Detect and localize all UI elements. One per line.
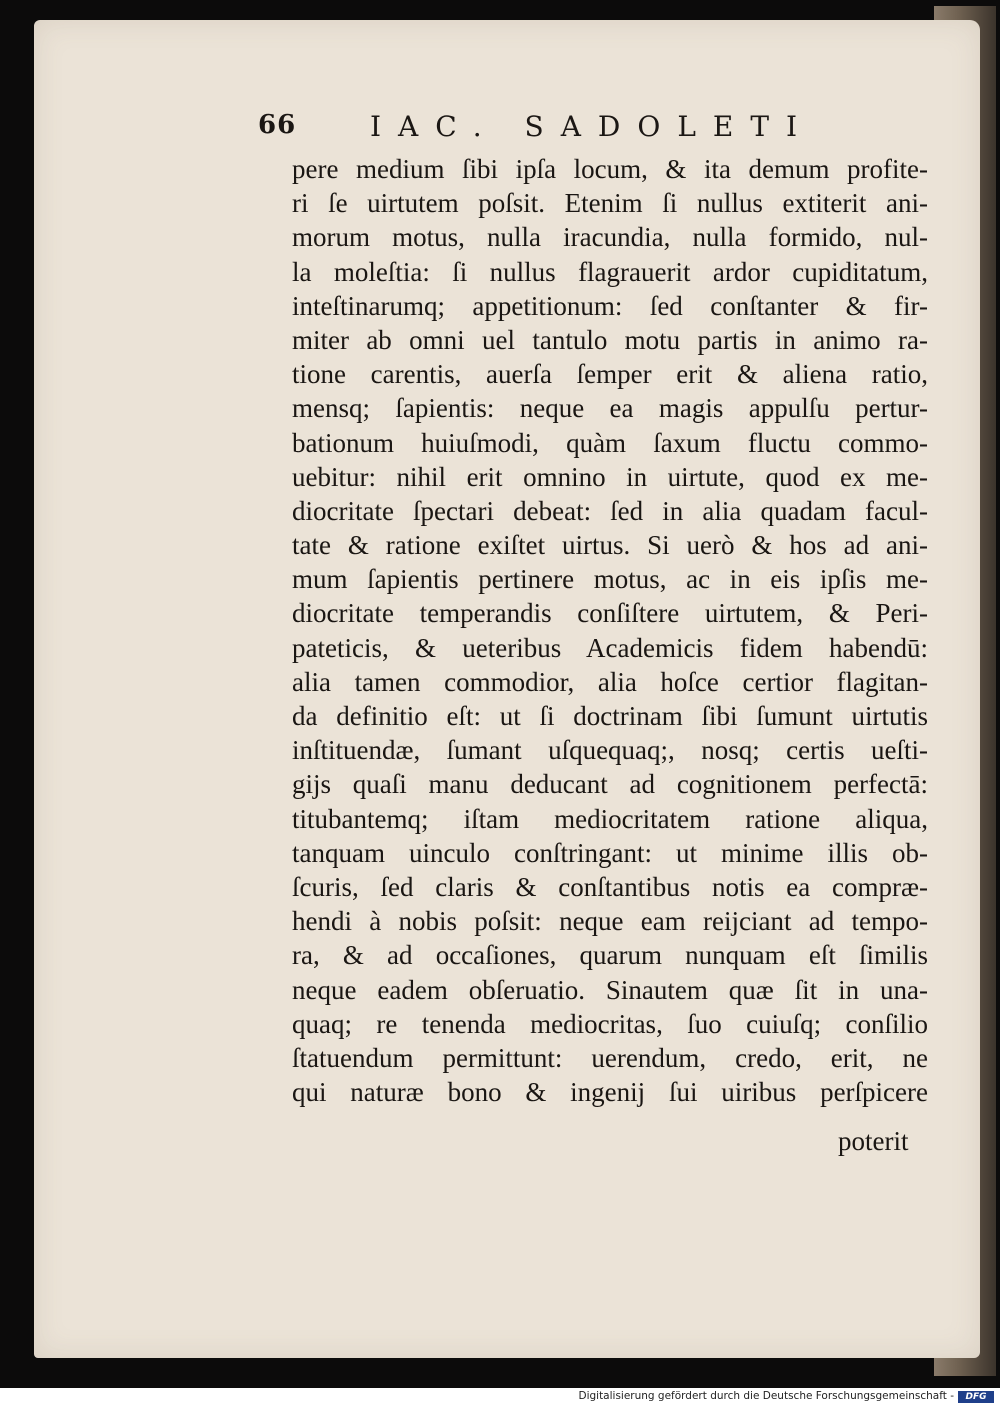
text-line: pateticis, & ueteribus Academicis fidem habendū: — [292, 632, 928, 663]
catchword: poterit — [838, 1126, 909, 1156]
text-line: diocritate ſpectari debeat: ſed in alia quadam facul- — [292, 495, 928, 526]
text-line: morum motus, nulla iracundia, nulla formido, nul- — [292, 222, 928, 253]
text-line: la moleſtia: ſi nullus flagrauerit ardor cupiditatum, — [292, 256, 928, 287]
text-line: ra, & ad occaſiones, quarum nunquam eſt ſimilis — [292, 940, 928, 971]
text-line: alia tamen commodior, alia hoſce certior flagitan- — [292, 666, 928, 697]
body-text — [292, 152, 928, 1109]
running-head-title: IAC. SADOLETI — [370, 110, 815, 143]
text-line: ſcuris, ſed claris & conſtantibus notis ea compræ- — [292, 871, 928, 902]
text-line: bationum huiuſmodi, quàm ſaxum fluctu commo- — [292, 427, 928, 458]
text-line: mensq; ſapientis: neque ea magis appulſu pertur- — [292, 393, 928, 424]
text-line: neque eadem obſeruatio. Sinautem quæ ſit in una- — [292, 974, 928, 1005]
text-line: mum ſapientis pertinere motus, ac in eis ipſis me- — [292, 564, 928, 595]
text-line: tione carentis, auerſa ſemper erit & aliena ratio, — [292, 359, 928, 390]
text-line: ſtatuendum permittunt: uerendum, credo, erit, ne — [292, 1042, 928, 1073]
text-line: ri ſe uirtutem poſsit. Etenim ſi nullus extiterit ani- — [292, 188, 928, 219]
text-line: quaq; re tenenda mediocritas, ſuo cuiuſq; conſilio — [292, 1008, 928, 1039]
text-line: gijs quaſi manu deducant ad cognitionem perfectā: — [292, 769, 928, 800]
text-line: miter ab omni uel tantulo motu partis in animo ra- — [292, 324, 928, 355]
text-line: inſtituendæ, ſumant uſquequaq;, nosq; certis ueſti- — [292, 735, 928, 766]
text-line: da definitio eſt: ut ſi doctrinam ſibi ſumunt uirtutis — [292, 701, 928, 731]
text-line: uebitur: nihil erit omnino in uirtute, quod ex me- — [292, 461, 928, 492]
text-line: hendi à nobis poſsit: neque eam reijciant ad tempo- — [292, 906, 928, 937]
text-line: inteſtinarumq; appetitionum: ſed conſtanter & fir- — [292, 290, 928, 321]
text-line: pere medium ſibi ipſa locum, & ita demum profite- — [292, 154, 928, 184]
dfg-logo: DFG — [958, 1391, 994, 1403]
text-line: tate & ratione exiſtet uirtus. Si uerò & hos ad ani- — [292, 530, 928, 561]
text-line: diocritate temperandis conſiſtere uirtutem, & Peri- — [292, 598, 928, 629]
text-line: titubantemq; iſtam mediocritatem ratione aliqua, — [292, 803, 928, 834]
running-head — [258, 110, 838, 146]
funding-credit: Digitalisierung gefördert durch die Deutsche Forschungsgemeinschaft - — [578, 1390, 954, 1402]
text-line: tanquam uinculo conſtringant: ut minime illis ob- — [292, 837, 928, 868]
digitization-footer — [0, 1388, 1000, 1406]
text-line: qui naturæ bono & ingenij ſui uiribus perſpicere — [292, 1077, 928, 1108]
page-number: 66 — [258, 110, 297, 140]
